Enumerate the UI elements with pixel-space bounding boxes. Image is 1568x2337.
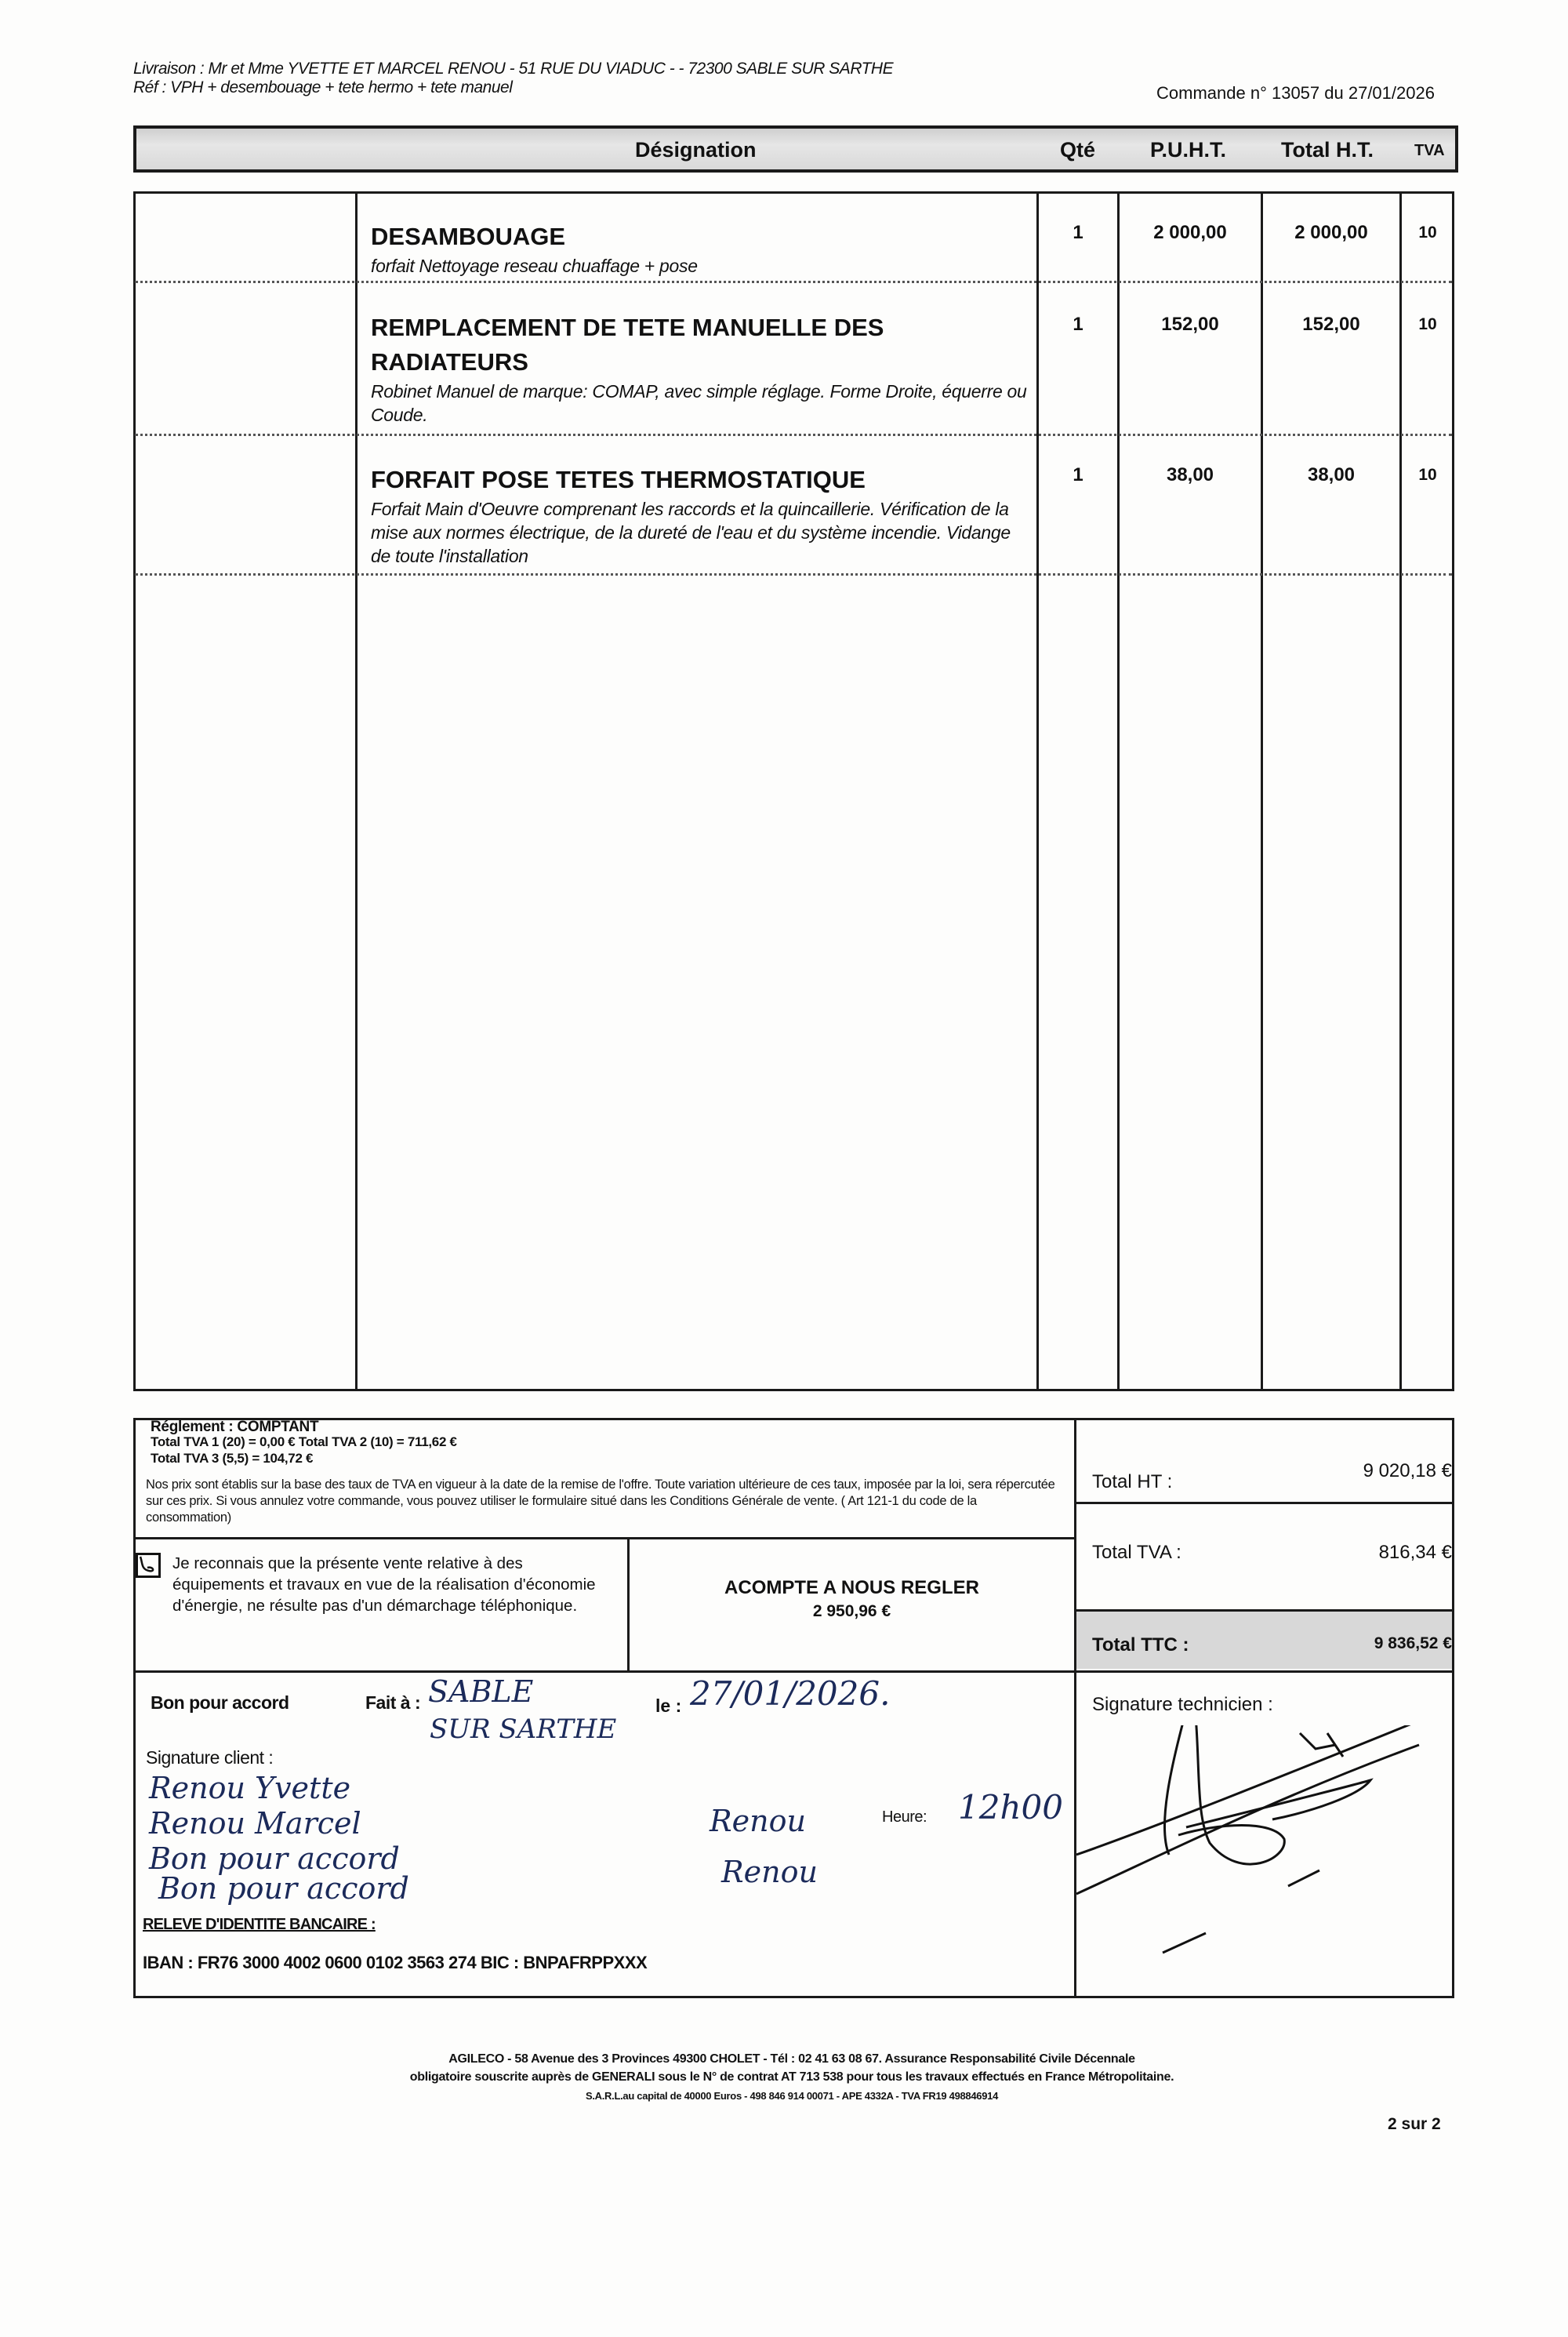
page-number: 2 sur 2 bbox=[1388, 2115, 1441, 2133]
col-unit-price: P.U.H.T. bbox=[1150, 138, 1227, 162]
acknowledgement-text: Je reconnais que la présente vente relative à des équipements et travaux en vue de la réalisation d'économie d'énergie, ne résulte pas d'un démarchage téléphonique. bbox=[172, 1554, 596, 1615]
table-row bbox=[371, 311, 1029, 427]
total-ht-label: Total HT : bbox=[1092, 1471, 1173, 1492]
col-designation: Désignation bbox=[635, 138, 757, 162]
bon-pour-accord: Bon pour accord bbox=[151, 1692, 289, 1713]
technician-signature bbox=[1076, 1725, 1453, 1992]
item-unit-price: 38,00 bbox=[1166, 464, 1214, 485]
client-signature-label: Signature client : bbox=[146, 1747, 274, 1768]
heure-label: Heure: bbox=[882, 1808, 927, 1826]
item-description: forfait Nettoyage reseau chuaffage + pose bbox=[371, 256, 698, 276]
signature-stroke bbox=[1288, 1870, 1319, 1886]
acknowledgement-checkbox[interactable] bbox=[136, 1553, 161, 1578]
item-qty: 1 bbox=[1073, 464, 1083, 485]
technician-signature-label: Signature technicien : bbox=[1092, 1694, 1273, 1715]
total-ttc-value: 9 836,52 € bbox=[1374, 1634, 1452, 1652]
signature-stroke bbox=[1076, 1745, 1419, 1894]
client-line: Bon pour accord bbox=[149, 1841, 400, 1876]
tva-breakdown-1: Total TVA 1 (20) = 0,00 € Total TVA 2 (10) = 711,62 € bbox=[151, 1434, 457, 1449]
deposit-value: 2 950,96 € bbox=[812, 1602, 891, 1620]
col-qty: Qté bbox=[1060, 138, 1096, 162]
client-signature-1: Renou bbox=[710, 1804, 806, 1838]
tva-breakdown-2: Total TVA 3 (5,5) = 104,72 € bbox=[151, 1451, 314, 1466]
fait-a-handwritten-line2: SUR SARTHE bbox=[430, 1714, 617, 1745]
item-total: 2 000,00 bbox=[1294, 222, 1368, 243]
table-header bbox=[133, 125, 1458, 173]
fait-a-label: Fait à : bbox=[365, 1692, 421, 1713]
signature-stroke bbox=[1076, 1725, 1417, 1855]
total-tva-label: Total TVA : bbox=[1092, 1542, 1181, 1563]
check-mark-icon bbox=[138, 1555, 158, 1576]
deposit-label: ACOMPTE A NOUS REGLER bbox=[724, 1577, 979, 1598]
item-title: FORFAIT POSE TETES THERMOSTATIQUE bbox=[371, 466, 866, 493]
item-qty: 1 bbox=[1073, 314, 1083, 335]
client-line: Renou Yvette bbox=[149, 1771, 351, 1805]
signature-stroke bbox=[1163, 1933, 1206, 1953]
date-label: le : bbox=[655, 1696, 682, 1716]
table-row bbox=[371, 463, 1029, 568]
iban-bic[interactable]: IBAN : FR76 3000 4002 0600 0102 3563 274 BIC : BNPAFRPPXXX bbox=[143, 1953, 648, 1972]
item-unit-price: 152,00 bbox=[1161, 314, 1219, 335]
deposit-block bbox=[630, 1576, 1074, 1623]
item-description: Robinet Manuel de marque: COMAP, avec simple réglage. Forme Droite, équerre ou Coude. bbox=[371, 381, 1027, 425]
col-total: Total H.T. bbox=[1281, 138, 1374, 162]
client-signature-2: Renou bbox=[721, 1855, 818, 1889]
footer-insurance: obligatoire souscrite auprès de GENERALI sous le N° de contrat AT 713 538 pour tous les travaux effectués en France Métropolitaine. bbox=[409, 2070, 1174, 2084]
col-tva: TVA bbox=[1414, 142, 1445, 159]
item-description: Forfait Main d'Oeuvre comprenant les raccords et la quincaillerie. Vérification de la mise aux normes électrique, de la dureté de l'eau et du système incendie. Vidange de toute l'installation bbox=[371, 499, 1011, 566]
heure-handwritten: 12h00 bbox=[958, 1788, 1063, 1826]
item-title: REMPLACEMENT DE TETE MANUELLE DES RADIATEURS bbox=[371, 314, 884, 376]
client-handwritten-lines bbox=[149, 1771, 409, 1906]
client-line: Bon pour accord bbox=[158, 1871, 409, 1906]
payment-method: Réglement : COMPTANT bbox=[151, 1419, 319, 1435]
item-tva: 10 bbox=[1418, 466, 1437, 484]
payment-terms bbox=[151, 1421, 1068, 1467]
order-number: Commande n° 13057 du 27/01/2026 bbox=[1156, 83, 1435, 103]
item-title: DESAMBOUAGE bbox=[371, 223, 566, 250]
item-total: 152,00 bbox=[1302, 314, 1360, 335]
footer-legal: S.A.R.L.au capital de 40000 Euros - 498 846 914 00071 - APE 4332A - TVA FR19 498846914 bbox=[585, 2090, 999, 2102]
bank-title: RELEVE D'IDENTITE BANCAIRE : bbox=[143, 1916, 376, 1933]
table-row bbox=[371, 220, 1029, 278]
item-qty: 1 bbox=[1073, 222, 1083, 243]
item-tva: 10 bbox=[1418, 224, 1437, 242]
item-tva: 10 bbox=[1418, 315, 1437, 333]
total-ttc-label: Total TTC : bbox=[1092, 1634, 1189, 1656]
item-unit-price: 2 000,00 bbox=[1153, 222, 1227, 243]
legal-notice: Nos prix sont établis sur la base des taux de TVA en vigueur à la date de la remise de l'offre. Toute variation ultérieure de ces taux, imposée par la loi, sera répercutée sur ces prix. Si vous annulez votre commande, vous pouvez utiliser le formulaire situé dans les Conditions Générale de vente. ( Art 121-1 du code de la consommation) bbox=[146, 1477, 1055, 1525]
order-reference: Réf : VPH + desembouage + tete hermo + tete manuel bbox=[133, 78, 513, 96]
client-line: Renou Marcel bbox=[149, 1806, 361, 1841]
date-handwritten: 27/01/2026. bbox=[690, 1674, 891, 1713]
footer-company: AGILECO - 58 Avenue des 3 Provinces 49300 CHOLET - Tél : 02 41 63 08 67. Assurance Responsabilité Civile Décennale bbox=[448, 2052, 1135, 2066]
fait-a-handwritten: SABLE bbox=[428, 1674, 534, 1709]
delivery-address: Livraison : Mr et Mme YVETTE ET MARCEL RENOU - 51 RUE DU VIADUC - - 72300 SABLE SUR SARTHE bbox=[133, 60, 894, 78]
total-ht-value: 9 020,18 € bbox=[1363, 1460, 1452, 1481]
total-tva-value: 816,34 € bbox=[1378, 1542, 1452, 1563]
item-total: 38,00 bbox=[1307, 464, 1356, 485]
